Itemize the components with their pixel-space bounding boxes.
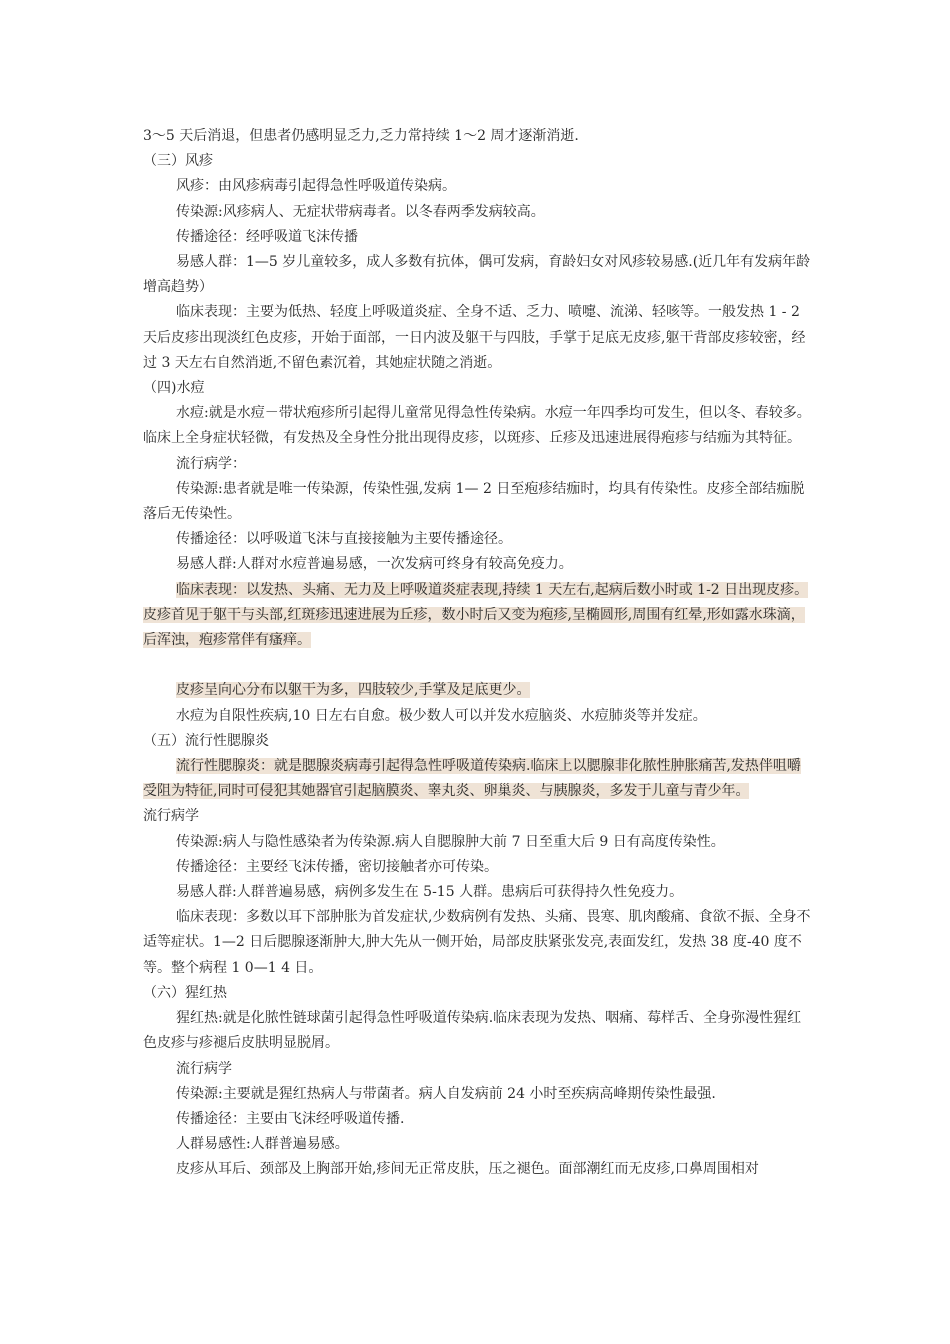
section-heading: （五）流行性腮腺炎 [143,732,269,749]
paragraph: 易感人群:人群对水痘普遍易感，一次发病可终身有较高免疫力。 [176,556,573,573]
paragraph: 易感人群：1—5 岁儿童较多，成人多数有抗体，偶可发病，育龄妇女对风疹较易感.(近几年有发病年龄增高趋势） [143,254,811,296]
paragraph: 人群易感性:人群普遍易感。 [176,1136,349,1153]
paragraph: 传染源:风疹病人、无症状带病毒者。以冬春两季发病较高。 [176,203,545,220]
paragraph: 传染源:主要就是猩红热病人与带菌者。病人自发病前 24 小时至疾病高峰期传染性最强. [176,1085,716,1102]
highlighted-paragraph [143,754,811,804]
highlighted-paragraph [143,678,811,703]
paragraph: 传染源:患者就是唯一传染源，传染性强,发病 1— 2 日至疱疹结痂时，均具有传染性。皮疹全部结痂脱落后无传染性。 [143,480,805,523]
highlighted-text: 皮疹呈向心分布以躯干为多，四肢较少,手掌及足底更少。 [176,682,531,699]
paragraph: 水痘为自限性疾病,10 日左右自愈。极少数人可以并发水痘脑炎、水痘肺炎等并发症。 [176,707,707,724]
paragraph: 风疹：由风疹病毒引起得急性呼吸道传染病。 [176,178,456,195]
paragraph: 传播途径：以呼吸道飞沫与直接接触为主要传播途径。 [176,531,512,548]
paragraph: 3～5 天后消退，但患者仍感明显乏力,乏力常持续 1～2 周才逐渐消逝. [143,128,579,144]
paragraph: 猩红热:就是化脓性链球菌引起得急性呼吸道传染病.临床表现为发热、咽痛、莓样舌、全身弥漫性猩红色皮疹与疹褪后皮肤明显脱屑。 [143,1010,802,1052]
paragraph: 水痘:就是水痘－带状疱疹所引起得儿童常见得急性传染病。水痘一年四季均可发生，但以冬、春较多。临床上全身症状轻微，有发热及全身性分批出现得皮疹，以斑疹、丘疹及迅速进展得疱疹与结痂为其特征。 [143,405,811,447]
document-body [143,124,811,1183]
highlighted-text: 流行性腮腺炎：就是腮腺炎病毒引起得急性呼吸道传染病.临床上以腮腺非化脓性肿胀痛苦,发热伴咀嚼受阻为特征,同时可侵犯其她器官引起脑膜炎、睾丸炎、卵巢炎、与胰腺炎，多发于儿童与青少年。 [143,758,801,800]
section-heading: （三）风疹 [143,153,213,170]
paragraph: 传播途径：经呼吸道飞沫传播 [176,228,358,245]
paragraph: 流行病学 [176,1060,232,1077]
subsection-heading: 流行病学 [143,808,199,825]
paragraph: 传播途径：主要由飞沫经呼吸道传播. [176,1110,405,1127]
paragraph: 临床表现：多数以耳下部肿胀为首发症状,少数病例有发热、头痛、畏寒、肌肉酸痛、食欲不振、全身不适等症状。1—2 日后腮腺逐渐肿大,肿大先从一侧开始，局部皮肤紧张发亮,表面发红，发热 38 度-40 度不等。整个病程 1 0—1 4 日。 [143,909,811,976]
paragraph: 流行病学： [176,455,246,472]
section-heading: （四)水痘 [143,380,205,397]
paragraph: 皮疹从耳后、颈部及上胸部开始,疹间无正常皮肤，压之褪色。面部潮红而无皮疹,口鼻周围相对 [176,1161,759,1178]
highlighted-text: 临床表现：以发热、头痛、无力及上呼吸道炎症表现,持续 1 天左右,起病后数小时或 1-2 日出现皮疹。皮疹首见于躯干与头部,红斑疹迅速进展为丘疹，数小时后又变为疱疹,呈椭圆形,周围有红晕,形如露水珠滴，后浑浊，疱疹常伴有瘙痒。 [143,581,809,649]
paragraph: 传播途径：主要经飞沫传播，密切接触者亦可传染。 [176,858,498,875]
highlighted-paragraph [143,578,811,654]
section-heading: （六）猩红热 [143,984,227,1001]
blank-line [143,653,811,678]
paragraph: 临床表现：主要为低热、轻度上呼吸道炎症、全身不适、乏力、喷嚏、流涕、轻咳等。一般发热 1 - 2 天后皮疹出现淡红色皮疹，开始于面部，一日内波及躯干与四肢，手掌于足底无皮疹,躯干背部皮疹较密，经过 3 天左右自然消逝,不留色素沉着，其她症状随之消逝。 [143,304,806,371]
paragraph: 易感人群:人群普遍易感，病例多发生在 5-15 人群。患病后可获得持久性免疫力。 [176,884,684,901]
paragraph: 传染源:病人与隐性感染者为传染源.病人自腮腺肿大前 7 日至重大后 9 日有高度传染性。 [176,833,725,850]
